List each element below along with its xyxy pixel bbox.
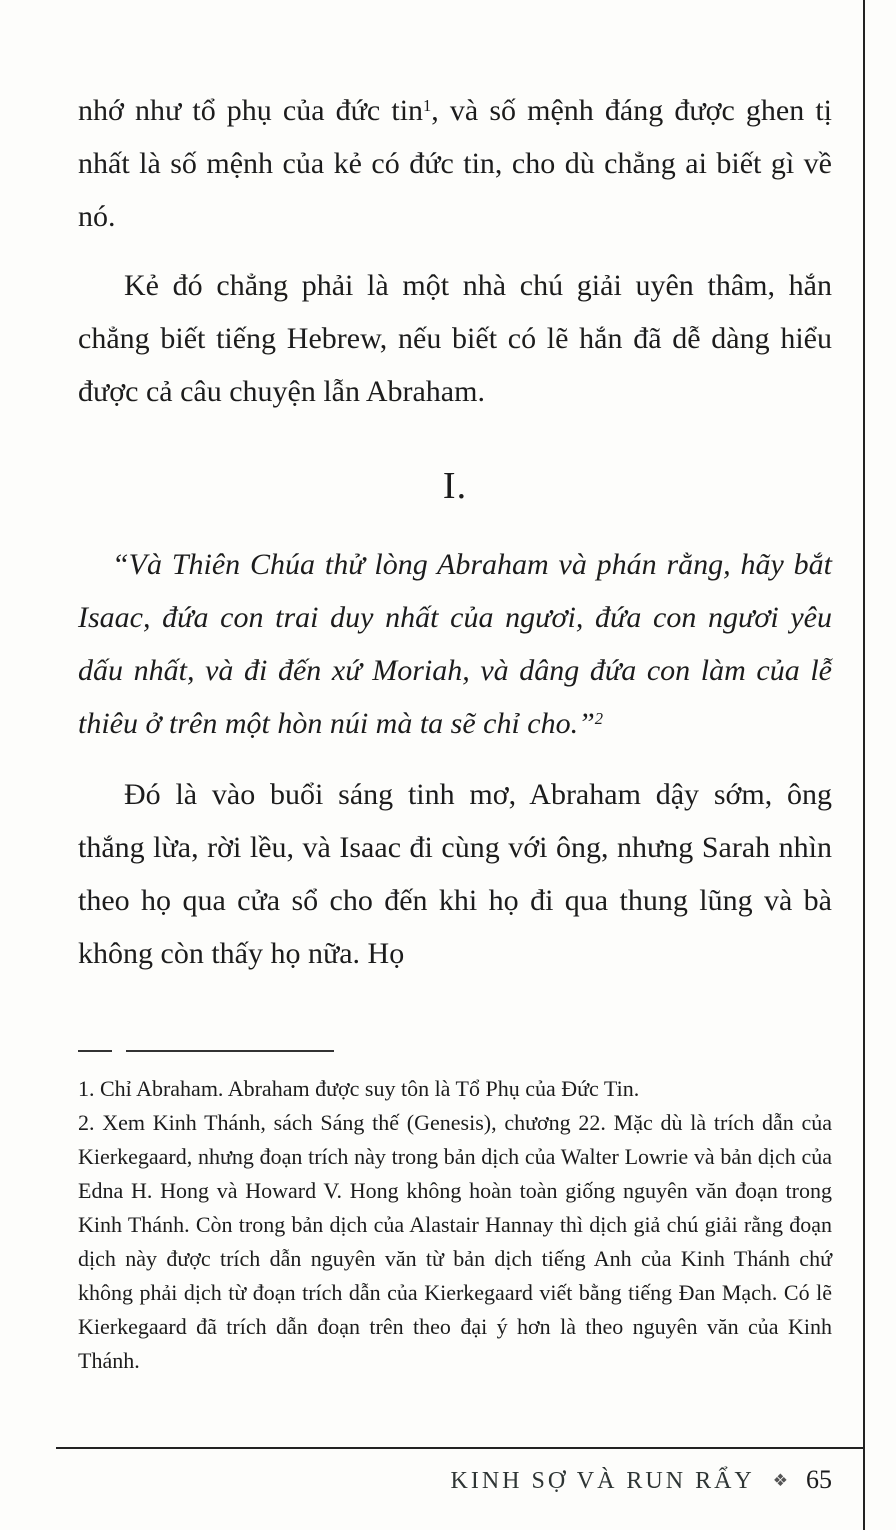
- scripture-quote-text: “Và Thiên Chúa thử lòng Abraham và phán rằng, hãy bắt Isaac, đứa con trai duy nhất của ngươi, đứa con ngươi yêu dấu nhất, và đi đến xứ Moriah, và dâng đứa con làm của lễ thiêu ở trên một hòn núi mà ta sẽ chỉ cho.”: [78, 548, 832, 740]
- footer-rule: [56, 1447, 865, 1449]
- footnote-2: 2. Xem Kinh Thánh, sách Sáng thế (Genesis), chương 22. Mặc dù là trích dẫn của Kierkegaard, nhưng đoạn trích này trong bản dịch của Walter Lowrie và bản dịch của Edna H. Hong và Howard V. Hong không hoàn toàn giống nguyên văn đoạn trong Kinh Thánh. Còn trong bản dịch của Alastair Hannay thì dịch giả chú giải rằng đoạn dịch này được trích dẫn nguyên văn từ bản dịch tiếng Anh của Kinh Thánh chứ không phải dịch từ đoạn trích dẫn của Kierkegaard viết bằng tiếng Đan Mạch. Có lẽ Kierkegaard đã trích dẫn đoạn trên theo đại ý hơn là theo nguyên văn của Kinh Thánh.: [78, 1110, 832, 1373]
- paragraph-1-text-post: , và số mệnh đáng được ghen tị nhất là số mệnh của kẻ có đức tin, cho dù chẳng ai biết gì về nó.: [78, 94, 832, 233]
- paragraph-3: Đó là vào buổi sáng tinh mơ, Abraham dậy sớm, ông thắng lừa, rời lều, và Isaac đi cùng với ông, nhưng Sarah nhìn theo họ qua cửa sổ cho đến khi họ đi qua thung lũng và bà không còn thấy họ nữa. Họ: [78, 778, 832, 970]
- running-title: KINH SỢ VÀ RUN RẨY: [450, 1468, 755, 1494]
- footnote-separator-segment: [78, 1050, 112, 1052]
- footnote-separator-segment: [126, 1050, 334, 1052]
- footnote-separator: [78, 1050, 832, 1052]
- footnotes-section: [78, 1050, 832, 1378]
- footer-line: [451, 1465, 833, 1495]
- page-content: [78, 84, 832, 996]
- page-footer: [0, 1447, 896, 1530]
- page-edge-line: [863, 0, 865, 1530]
- paragraph-1-text-pre: nhớ như tổ phụ của đức tin: [78, 94, 424, 127]
- scripture-quote: [78, 538, 832, 750]
- paragraph-2: Kẻ đó chẳng phải là một nhà chú giải uyên thâm, hắn chẳng biết tiếng Hebrew, nếu biết có lẽ hắn đã dễ dàng hiểu được cả câu chuyện lẫn Abraham.: [78, 269, 832, 408]
- footnote-1: 1. Chỉ Abraham. Abraham được suy tôn là Tổ Phụ của Đức Tin.: [78, 1076, 640, 1101]
- footer-ornament-icon: ❖: [772, 1471, 788, 1490]
- paragraph-1: [78, 84, 832, 243]
- footnote-ref-2: 2: [594, 708, 604, 728]
- page-number: 65: [806, 1465, 832, 1494]
- section-heading: I.: [442, 465, 468, 507]
- footnote-ref-1: 1: [423, 95, 432, 115]
